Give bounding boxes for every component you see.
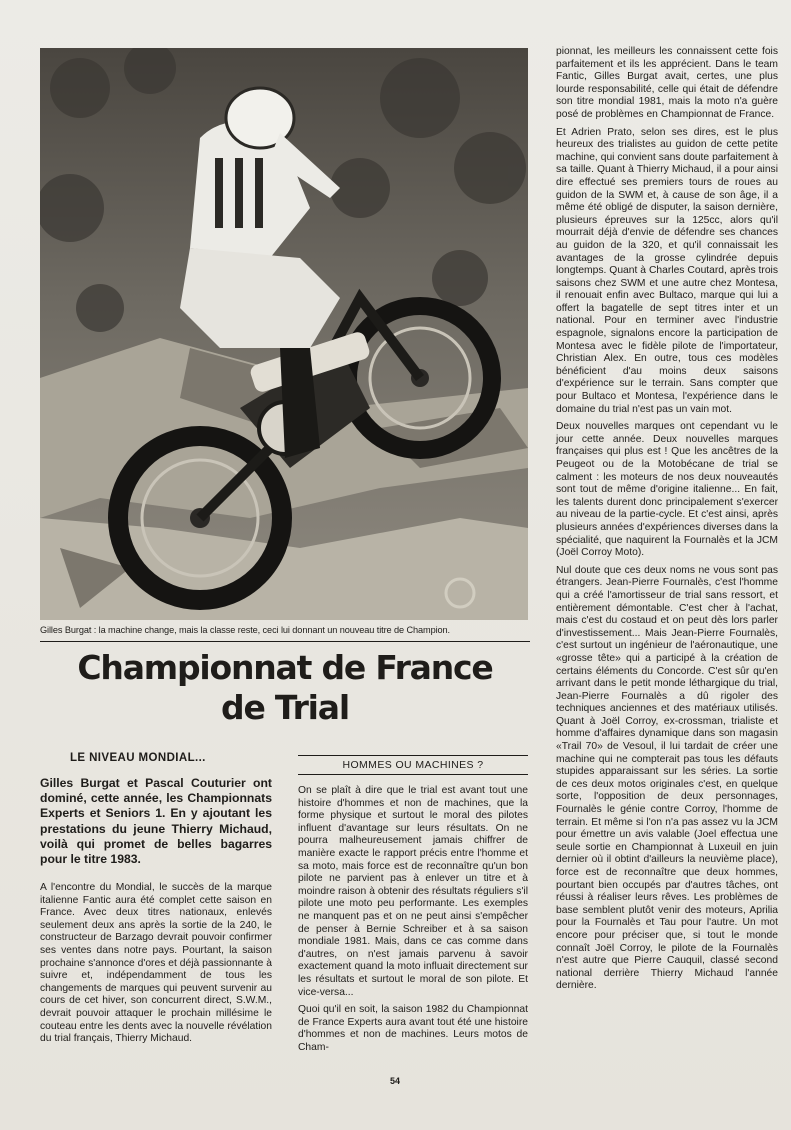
paragraph: Quoi qu'il en soit, la saison 1982 du Championnat de France Experts aura avant tout été une histoire d'hommes et non de machines. Leurs motos de Cham- <box>298 1004 528 1053</box>
paragraph: Et Adrien Prato, selon ses dires, est le plus heureux des trialistes au guidon de cette petite machine, qui convient sans doute parfaitement à sa taille. Quant à Thierry Michaud, il a pour ainsi dire effectué ses premiers tours de roues au guidon de la SWM et, à cause de son âge, il a même été obligé de disputer, la saison dernière, plusieurs épreuves sur la 125cc, alors qu'il mourrait déjà d'envie de défendre ses chances au guidon de la 320, et qu'il connaissait les avantages de la grosse cylindrée depuis longtemps. Quant à Charles Coutard, après trois saisons chez SWM et une autre chez Montesa, il renouait enfin avec Bultaco, marque qui lui a offert la bagatelle de sept titres inter et un national. Pour en terminer avec l'industrie espagnole, signalons encore la participation de Montesa avec le fidèle pilote de l'importateur, Christian Alex. En outre, tous ces modèles bénéficient d'au moins deux saisons d'expérience sur le terrain. Sans compter que pour Bultaco et Montesa, l'expérience dans le domaine du trial n'est pas un vain mot. <box>556 126 778 415</box>
paragraph: Nul doute que ces deux noms ne vous sont pas étrangers. Jean-Pierre Fournalès, c'est l'homme qui a créé l'amortisseur de trial sans ressort, et entièrement démontable. C'est cher à l'achat, mais c'est du costaud et on peut dès lors parler d'investissement... Mais Jean-Pierre Fournalès, c'est surtout un ingénieur de l'aéronautique, une «grosse tête» qui a participé à la création de certains éléments du Concorde. C'est sûr qu'en arrivant dans le petit monde léthargique du trial, Jean-Pierre Fournalès a dû rigoler des techniques anciennes et des matériaux utilisés. Quant à Joël Corroy, ex-crossman, trialiste et homme d'affaires dynamique dans son magasin «Trail 70» de Vesoul, il lui tardait de créer une machine qui ne compterait pas tous les défauts stupides apparaissant sur les séries. La sortie de ces deux motos originales c'est, en quelque sorte, l'opposition de deux personnages, Fournalès le génie contre Corroy, l'homme de terrain. Et même si l'on n'a pas assez vu la JCM pour émettre un avis valable (Joel effectua une seule sortie en Championnat à Luxeuil en juin dernier où il obtint d'ailleurs la neuvième place), force est de reconnaître que deux hommes, pourtant bien occupés par d'autres tâches, ont réussi à réaliser leurs rêves. Les problèmes de base semblent plutôt venir des moteurs, Aprilia pour la Fournalès et Tau pour l'autre. Un mot encore pour préciser que, si tout le monde connaît Joël Corroy, le pilote de la Fournalès n'est autre que Pierre Cauquil, classé second national derrière Thierry Michaud l'année dernière. <box>556 564 778 992</box>
article-lead: Gilles Burgat et Pascal Couturier ont dominé, cette année, les Championnats Experts et Seniors 1. En y ajoutant les prestations du jeune Thierry Michaud, voilà qui promet de belles bagarres pour le titre 1983. <box>40 776 272 867</box>
text-column-2 <box>298 785 528 1059</box>
article-title <box>40 648 530 728</box>
text-column-3 <box>556 46 778 998</box>
paragraph: On se plaît à dire que le trial est avant tout une histoire d'hommes et non de machines, que la forme physique et surtout le moral des pilotes influent d'avantage sur leurs résultats. On ne pourra malheureusement jamais chiffrer de manière exacte le rapport précis entre l'homme et sa moto, mais force est de reconnaître qu'un bon pilote ne parvient pas à enlever un titre et à moindre raison à obtenir des résultats réguliers s'il pilote une moto peu performante. Les exemples ne manquent pas et on ne peut ainsi s'empêcher de penser à Bernie Schreiber et à sa saison mondiale 1981. Mais, dans ce cas comme dans d'autres, on n'est jamais parvenu à savoir exactement quand la moto influait directement sur les résultats et surtout le moral de son pilote. Et vice-versa... <box>298 785 528 998</box>
paragraph: Deux nouvelles marques ont cependant vu le jour cette année. Deux nouvelles marques françaises qui plus est ! Que les ancêtres de la Peugeot ou de la Motobécane de trial se calment : les moteurs de nos deux nouveautés sont tout de même d'origine italienne... En fait, les talents durent donc principalement s'exercer au niveau de la partie-cycle. Et c'est ainsi, après plusieurs années d'expériences diverses dans la spécialité, que naquirent la Fournalès et la JCM (Joël Corroy Moto). <box>556 421 778 559</box>
trial-rider-illustration <box>40 48 528 620</box>
title-divider <box>40 641 530 642</box>
paragraph: A l'encontre du Mondial, le succès de la marque italienne Fantic aura été complet cette saison en France. Avec deux titres nationaux, enlevés seulement deux ans après la sortie de la 240, le constructeur de Barzago devrait pouvoir confirmer ses ventes dans notre pays. Pourtant, la saison prochaine s'annonce d'ores et déjà passionnante à suivre et, indépendamment de tous les changements de marques qui peuvent survenir au cours de cet hiver, son concurrent direct, S.W.M., devrait pouvoir attaquer le prochain millésime le couteau entre les dents avec la nouvelle révélation du trial français, Thierry Michaud. <box>40 882 272 1045</box>
photo-caption: Gilles Burgat : la machine change, mais la classe reste, ceci lui donnant un nouveau titre de Champion. <box>40 625 451 635</box>
title-line-2: de Trial <box>221 688 349 727</box>
title-line-1: Championnat de France <box>77 648 493 687</box>
paragraph: pionnat, les meilleurs les connaissent cette fois parfaitement et ils les apprécient. Dans le team Fantic, Gilles Burgat avait, certes, une plus lourde responsabilité, celle qui était de défendre son titre mondial 1981, mais la moto n'a guère posé de problèmes en Championnat de France. <box>556 46 778 120</box>
text-column-1 <box>40 882 272 1051</box>
trial-rider-photo <box>40 48 528 620</box>
section-heading-niveau-mondial: LE NIVEAU MONDIAL... <box>70 752 206 764</box>
page-number: 54 <box>389 1076 400 1086</box>
section-heading-hommes-ou-machines: HOMMES OU MACHINES ? <box>298 755 528 775</box>
